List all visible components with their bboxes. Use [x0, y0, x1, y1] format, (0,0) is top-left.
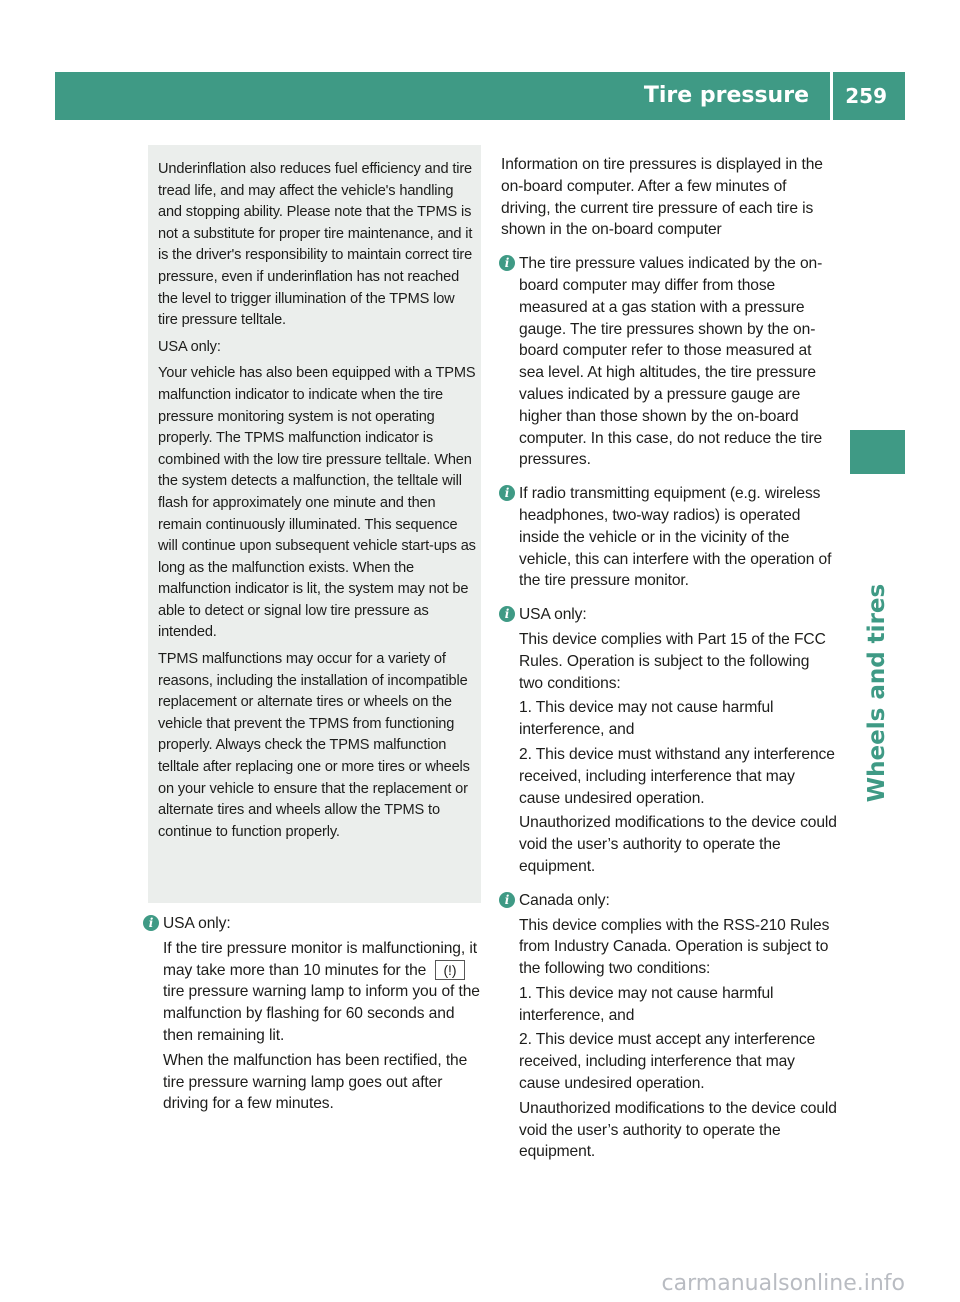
intro-paragraph: Information on tire pressures is displayed in the on-board computer. After a few minutes of driving, the current tire pressure of each tire is shown in the on-board computer [501, 156, 823, 239]
info-lead: USA only: [519, 606, 587, 624]
info-text: 2. This device must accept any interference received, including interference that may cause undesired operation. [519, 1031, 816, 1093]
info-note-pressure-values [501, 253, 837, 471]
page-number: 259 [845, 84, 887, 108]
info-icon: i [499, 606, 515, 622]
info-icon: i [499, 255, 515, 271]
right-column [501, 154, 837, 1166]
info-note-radio-interference [501, 483, 837, 592]
chapter-label [862, 583, 892, 803]
info-text: If the tire pressure monitor is malfunctioning, it may take more than 10 minutes for the [163, 939, 477, 979]
info-text: If radio transmitting equipment (e.g. wireless headphones, two-way radios) is operated inside the vehicle or in the vicinity of the vehicle, this can interfere with the operation of the tire pressure monitor. [519, 485, 832, 590]
info-text: 2. This device must withstand any interference received, including interference that may cause undesired operation. [519, 745, 835, 807]
info-text: When the malfunction has been rectified, the tire pressure warning lamp goes out after driving for a few minutes. [163, 1051, 468, 1113]
note-paragraph: Underinflation also reduces fuel efficiency and tire tread life, and may affect the vehicle's handling and stopping ability. Please note that the TPMS is not a substitute for proper tire maintenance, and it is the driver's responsibility to maintain correct tire pressure, even if underinflation has not reached the level to trigger illumination of the TPMS low tire pressure telltale. [158, 161, 473, 329]
info-text: tire pressure warning lamp to inform you of the malfunction by flashing for 60 seconds and then remaining lit. [163, 983, 480, 1044]
info-text: 1. This device may not cause harmful interference, and [519, 984, 774, 1024]
info-note-canada [501, 890, 837, 1164]
info-text: Unauthorized modifications to the device could void the user’s authority to operate the equipment. [519, 814, 837, 875]
info-icon: i [143, 915, 159, 931]
info-note-usa-fcc [501, 604, 837, 878]
note-paragraph: USA only: [158, 338, 221, 355]
left-column [145, 913, 485, 1118]
info-note-usa-malfunction [145, 913, 485, 1115]
note-paragraph: Your vehicle has also been equipped with a TPMS malfunction indicator to indicate when the tire pressure monitoring system is not operating properly. The TPMS malfunction indicator is combined with the low tire pressure telltale. When the system detects a malfunction, the telltale will flash for approximately one minute and then remain continuously illuminated. This sequence will continue upon subsequent vehicle start-ups as long as the malfunction exists. When the malfunction indicator is lit, the system may not be able to detect or signal low tire pressure as intended. [158, 365, 476, 641]
info-icon: i [499, 892, 515, 908]
note-paragraph: TPMS malfunctions may occur for a variety of reasons, including the installation of incompatible replacement or alternate tires or wheels on the vehicle that prevent the TPMS from functioning properly. Always check the TPMS malfunction telltale after replacing one or more tires or wheels on your vehicle to ensure that the replacement or alternate tires and wheels allow the TPMS to continue to function properly. [158, 651, 470, 840]
info-lead: USA only: [163, 915, 231, 932]
info-lead: Canada only: [519, 891, 610, 909]
tpms-warning-icon: (!) [435, 960, 466, 980]
info-text: The tire pressure values indicated by the on-board computer may differ from those measured at a gas station with a pressure gauge. The tire pressures shown by the on-board computer refer to those measured at sea level. At high altitudes, the tire pressure values indicated by a pressure gauge are higher than those shown by the on-board computer. In this case, do not reduce the tire pressures. [519, 255, 823, 469]
info-text: This device complies with the RSS-210 Rules from Industry Canada. Operation is subject to the following two conditions: [519, 916, 830, 978]
info-text: Unauthorized modifications to the device could void the user’s authority to operate the equipment. [519, 1099, 837, 1161]
watermark: carmanualsonline.info [661, 1271, 905, 1296]
section-title: Tire pressure [643, 83, 809, 108]
info-icon: i [499, 485, 515, 501]
note-box [148, 145, 481, 903]
chapter-tab [850, 430, 905, 474]
info-text: This device complies with Part 15 of the FCC Rules. Operation is subject to the following two conditions: [519, 630, 826, 692]
page-header [55, 72, 905, 120]
chapter-label-text: Wheels and tires [864, 583, 890, 803]
header-divider [830, 72, 833, 120]
info-text: 1. This device may not cause harmful interference, and [519, 699, 774, 739]
